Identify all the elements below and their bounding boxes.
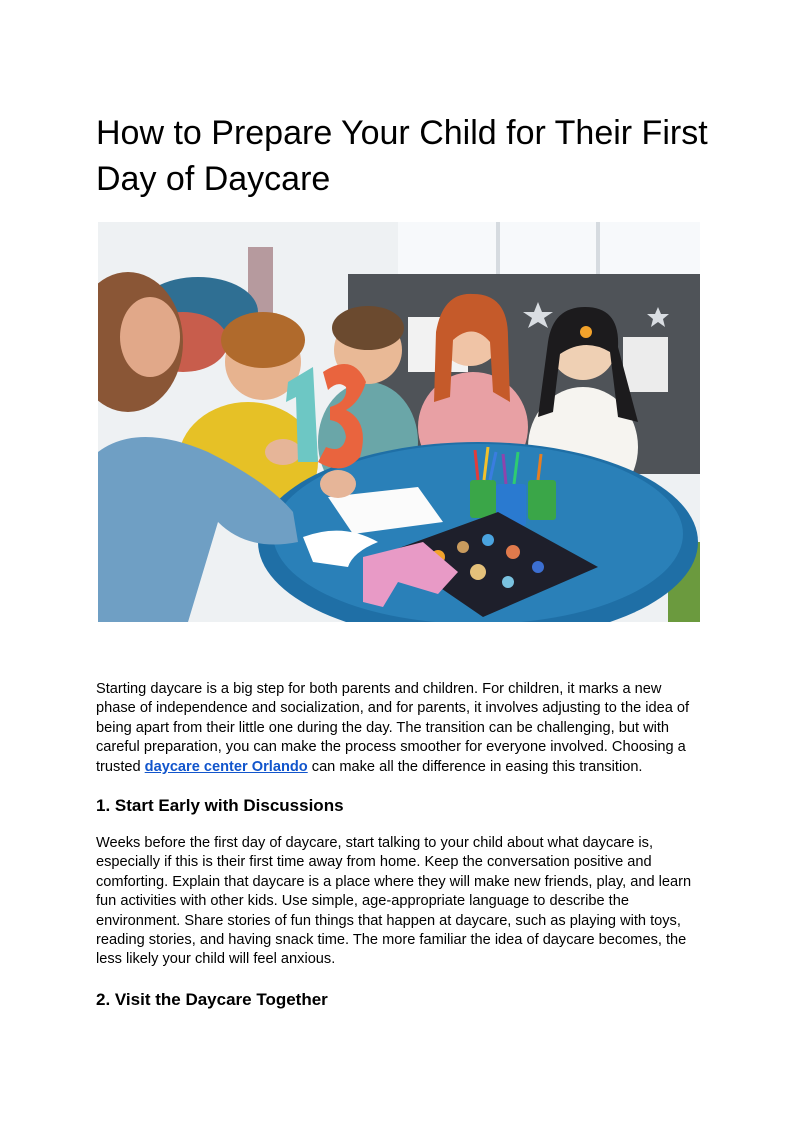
daycare-center-orlando-link[interactable]: daycare center Orlando [144,758,308,775]
section-body-start-early: Weeks before the first day of daycare, start talking to your child about what daycare is, especially if this is their first time away from home. Keep the conversation positive and comforting. Explain that daycare is a place where they will make new friends, play, and learn fun activities with other kids. Use simple, age-appropriate language to describe the environment. Share stories of fun things that happen at daycare, such as playing with toys, reading stories, and having snack time. The more familiar the idea of daycare becomes, the less likely your child will feel anxious. [96,835,692,968]
intro-paragraph [96,680,701,777]
intro-text-after-link: can make all the difference in easing this transition. [307,758,643,775]
intro-text-before-link: Starting daycare is a big step for both parents and children. For children, it marks a new phase of independence and socialization, and for parents, it involves adjusting to the idea of being apart from their little one during the day. The transition can be challenging, but with careful preparation, you can make the process smoother for everyone involved. Choosing a trusted [96,681,690,775]
hero-image [98,222,700,622]
page-title: How to Prepare Your Child for Their First Day of Daycare [96,114,708,198]
section-heading-start-early: 1. Start Early with Discussions [96,796,344,815]
section-heading-visit-daycare: 2. Visit the Daycare Together [96,990,328,1009]
